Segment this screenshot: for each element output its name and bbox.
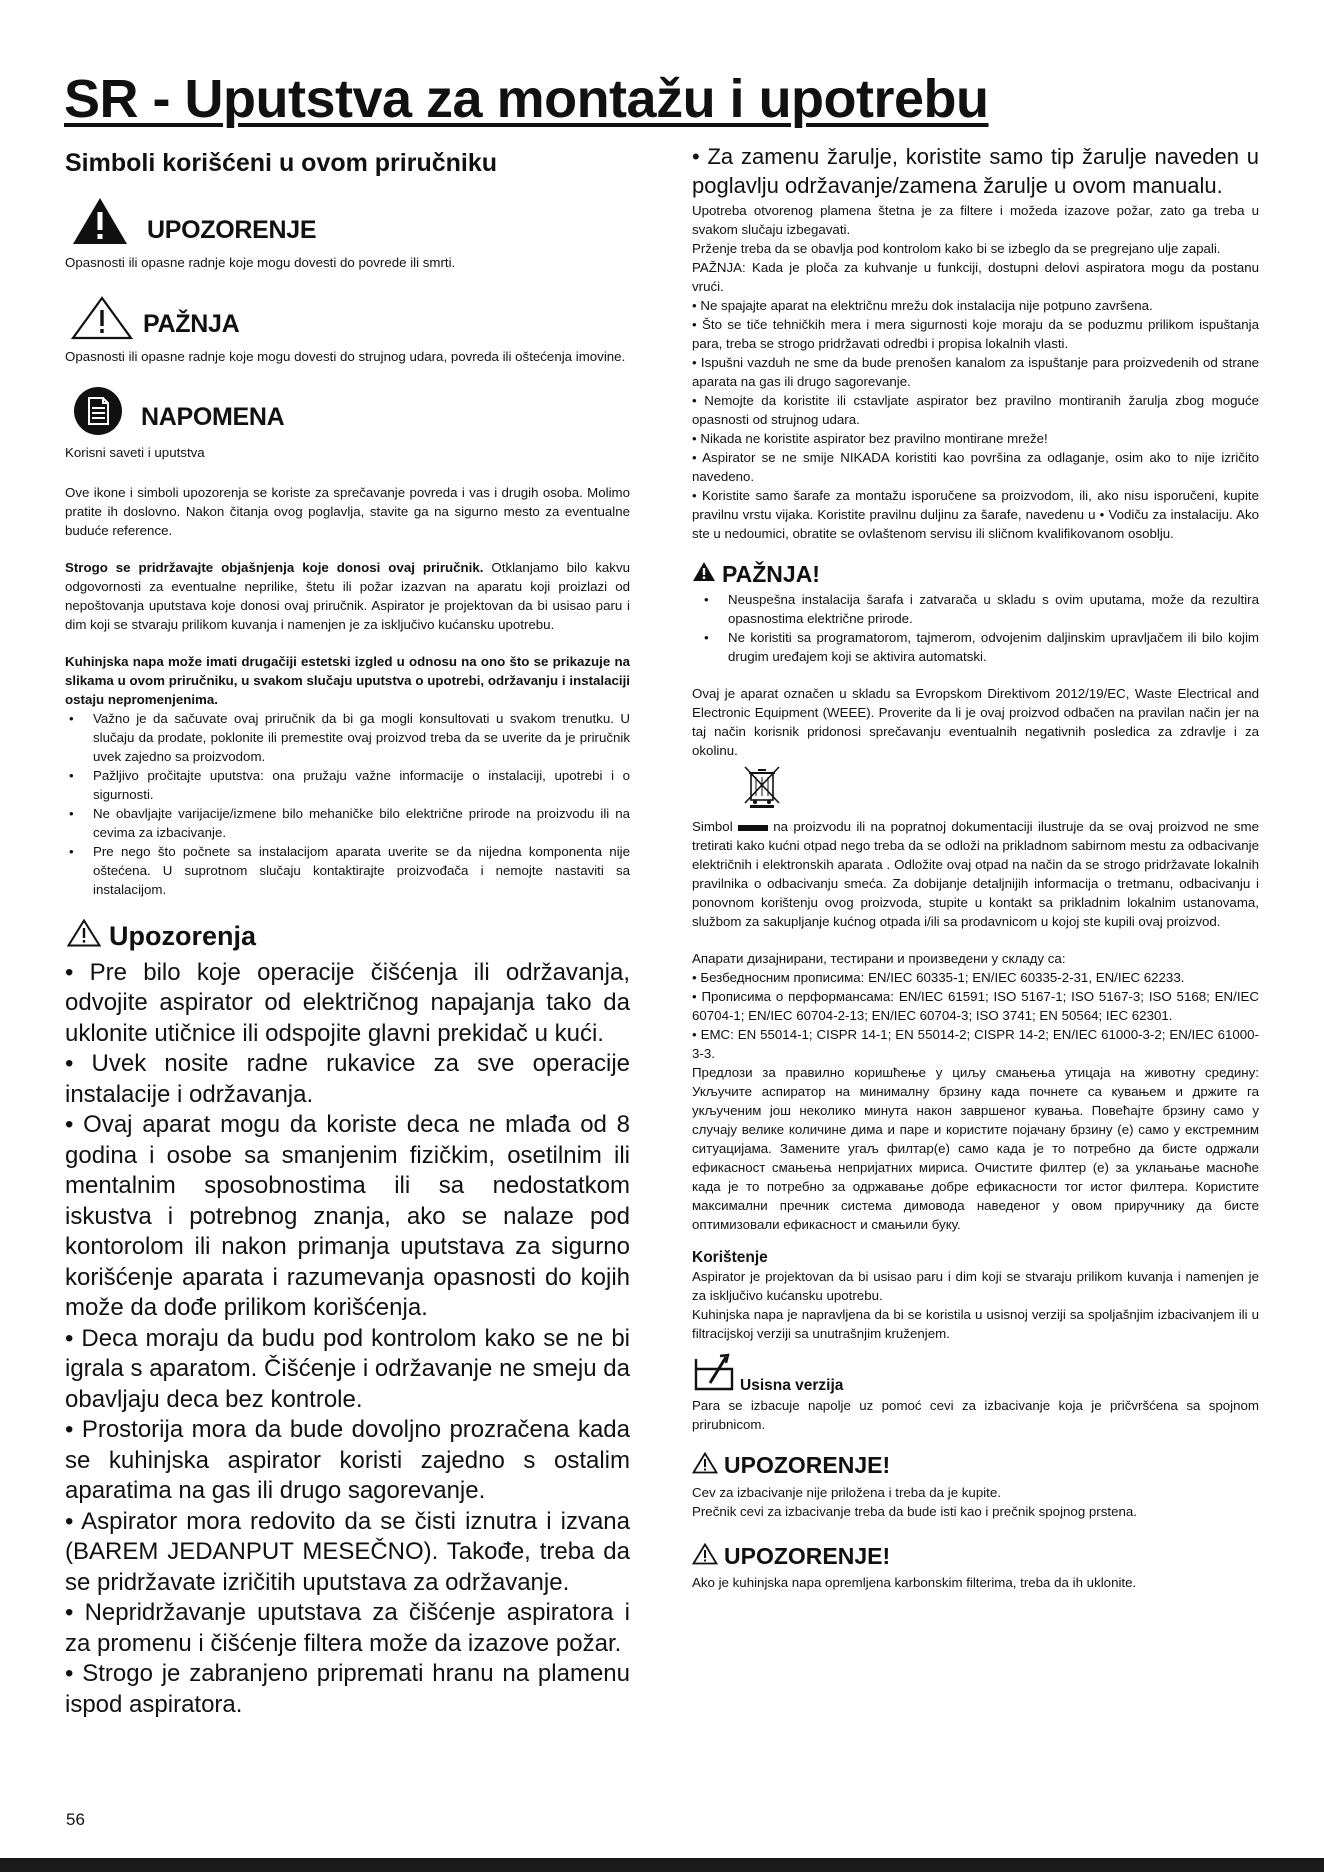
duct-note: Prečnik cevi za izbacivanje treba da bude isti kao i prečnik spojnog prstena. <box>692 1503 1137 1519</box>
safety-paragraph: • Nikada ne koristite aspirator bez pravilno montirane mreže! <box>692 431 1048 446</box>
warning-symbol-row <box>71 196 630 251</box>
compliance-paragraph: • Безбедносним прописима: EN/IEC 60335-1; EN/IEC 60335-2-31, EN/IEC 62233. <box>692 970 1185 986</box>
safety-paragraph: • Koristite samo šarafe za montažu isporučene sa proizvodom, ili, ako nisu isporučeni, kupite pravilnu vrstu vijaka. Koristite pravilnu duljinu za šarafe, navedenu u • Vodiču za instalaciju. Ako ste u nedoumici, obratite se ovlaštenom servisu ili sličnom kvalifikovanom osoblju. <box>692 488 1259 541</box>
strict-rest-text: Otklanjamo bilo kakvu odgovornosti za eventualne neprilike, štetu ili požar izazvan na aparatu koji proizlazi od nepoštovanja uputstava koje donosi ovaj priručnik. Aspirator je projektovan da bi usisao paru i dim koji se stvaraju prilikom kuvanja i namenjen je za isključivo kućansku upotrebu. <box>65 560 630 632</box>
caution-title: PAŽNJA! <box>722 560 820 587</box>
safety-paragraphs <box>692 201 1259 543</box>
warning-title: UPOZORENJE! <box>724 1452 891 1479</box>
warning-item: • Pre bilo koje operacije čišćenja ili održavanja, odvojite aspirator od električnog napajanja tako da uklonite utičnice ili odspojite glavni prekidač u kući. <box>65 958 630 1047</box>
crossed-bin-icon <box>742 764 1259 813</box>
caution-triangle-icon <box>67 919 101 954</box>
warning-item: • Deca moraju da budu pod kontrolom kako se ne bi igrala s aparatom. Čišćenje i održavanje ne smeju da obavljaju deca bez kontrole. <box>65 1324 630 1413</box>
warning-heading <box>692 1452 1259 1479</box>
safety-paragraph: • Ne spajajte aparat na električnu mrežu dok instalacija nije potpuno završena. <box>692 298 1153 313</box>
left-bullet-list <box>65 709 630 899</box>
warning-item: • Ovaj aparat mogu da koriste deca ne mlađa od 8 godina i osobe sa smanjenim fizičkim, osetilnim ili mentalnim sposobnostima ili sa nedostatkom iskustva i potrebnog znanja, ako se nalaze pod kontorolom ili nakon primanja uputstava za sigurno korišćenje aparata i razumevanja opasnosti do kojih može da dođe prilikom korišćenja. <box>65 1111 630 1322</box>
strict-paragraph <box>65 558 630 634</box>
warning-triangle-filled-icon <box>692 561 716 587</box>
caution-triangle-icon <box>692 1543 718 1570</box>
compliance-paragraph: • EMC: EN 55014-1; CISPR 14-1; EN 55014-2; CISPR 14-2; EN/IEC 61000-3-2; EN/IEC 61000-3-3. <box>692 1027 1259 1062</box>
note-document-icon <box>73 386 123 441</box>
list-item: • Ne obavljajte varijacije/izmene bilo mehaničke bilo električne prirode na proizvodu ili na cevima za izbacivanje. <box>93 804 630 842</box>
symbols-heading: Simboli korišćeni u ovom priručniku <box>65 149 498 177</box>
hood-ducting-icon <box>692 1353 736 1396</box>
suction-version-desc: Para se izbacuje napolje uz pomoć cevi za izbacivanje koja je pričvršćena sa spojnom prirubnicom. <box>692 1398 1259 1433</box>
caution-symbol-row <box>71 296 630 345</box>
caution-heading <box>692 561 1259 587</box>
lamp-replacement-text: • Za zamenu žarulje, koristite samo tip žarulje naveden u poglavlju održavanje/zamena žarulje u ovom manualu. <box>692 144 1259 198</box>
safety-paragraph: Prženje treba da se obavlja pod kontrolom kako bi se izbeglo da se pregrejano ulje zapali. <box>692 241 1221 256</box>
symbol-start-text: Simbol <box>692 819 738 835</box>
caution-desc: Opasnosti ili opasne radnje koje mogu dovesti do strujnog udara, povreda ili oštećenja imovine. <box>65 349 626 364</box>
intro-paragraph: Ove ikone i simboli upozorenja se koriste za sprečavanje povreda i vas i drugih osoba. Molimo pratite ih doslovno. Nakon čitanja ovog poglavlja, stavite ga na sigurno mesto za eventualne buduće reference. <box>65 485 630 538</box>
usage-paragraph: Aspirator je projektovan da bi usisao paru i dim koji se stvaraju prilikom kuvanja i namenjen je za isključivo kućansku upotrebu. <box>692 1269 1259 1304</box>
warning-desc: Opasnosti ili opasne radnje koje mogu dovesti do povrede ili smrti. <box>65 255 456 270</box>
compliance-paragraphs <box>692 949 1259 1234</box>
safety-paragraph: • Ispušni vazduh ne sme da bude prenošen kanalom za ispuštanje para proizvedenih od strane aparata na gas ili drugo sagorevanje. <box>692 355 1259 389</box>
warning-item: • Aspirator mora redovito da se čisti iznutra i izvana (BAREM JEDANPUT MESEČNO). Takođe, treba da se pridržavate izričitih uputstava za održavanje. <box>65 1507 630 1596</box>
compliance-paragraph: Апарати дизајнирани, тестирани и произведени у складу са: <box>692 951 1066 967</box>
strict-bold-text: Strogo se pridržavajte objašnjenja koje donosi ovaj priručnik. <box>65 560 484 575</box>
warning-item: • Uvek nosite radne rukavice za sve operacije instalacije i održavanja. <box>65 1050 630 1108</box>
hood-paragraph: Kuhinjska napa može imati drugačiji estetski izgled u odnosu na ono što se prikazuje na slikama u ovom priručniku, u svakom slučaju uputstva o upotrebi, održavanju i instalaciji ostaju nepromenjenima. <box>65 654 630 707</box>
caution-bullet-list <box>692 590 1259 666</box>
safety-paragraph: PAŽNJA: Kada je ploča za kuhvanje u funkciji, dostupni delovi aspiratora mogu da postanu vrući. <box>692 260 1259 294</box>
list-item: • Neuspešna instalacija šarafa i zatvarača u skladu s ovim uputama, može da rezultira opasnostima električne prirode. <box>728 590 1259 628</box>
left-column <box>65 142 630 1720</box>
page-title: SR - Uputstva za montažu i upotrebu <box>64 69 989 129</box>
safety-paragraph: Upotreba otvorenog plamena štetna je za filtere i možeda izazove požar, zato ga treba u svakom slučaju izbegavati. <box>692 203 1259 237</box>
warning-title: UPOZORENJE! <box>724 1542 891 1569</box>
note-symbol-row <box>73 386 630 441</box>
warnings-list <box>65 958 630 1721</box>
compliance-paragraph: Предлози за правилно коришћење у циљу смањења утицаја на животну средину: Укључите аспиратор на минималну брзину када почнете са кувањем и држите га укљученим још неколико минута након завршеног кувања. Повећајте брзину само у случају велике количине дима и паре и користите појачану брзину (е) само у екстремним ситуацијама. Замените угаљ филтар(е) само када је то потребно да бисте одржали ефикасност смањења непријатних мириса. Очистите филтер (е) за уклањање масноће када је то потребно за одржавање добре ефикасности тог истог филтера. Користите максимални пречник система димовода наведеног у овом приручнику да бисте оптимизовали ефикасност и смањили буку. <box>692 1065 1259 1233</box>
symbol-paragraph <box>692 817 1259 931</box>
suction-version-row <box>692 1353 1259 1396</box>
carbon-filter-note: Ako je kuhinjska napa opremljena karbonskim filterima, treba da ih uklonite. <box>692 1574 1137 1590</box>
safety-paragraph: • Nemojte da koristite ili cstavljate aspirator bez pravilno montiranih žarulja zbog moguće opasnosti od strujnog udara. <box>692 393 1259 427</box>
usage-paragraph: Kuhinjska napa je napravljena da bi se koristila u usisnoj verziji sa spoljašnjim izbacivanjem ili u filtracijskoj verziji sa unutrašnjim kruženjem. <box>692 1307 1259 1342</box>
duct-note: Cev za izbacivanje nije priložena i treba da je kupite. <box>692 1484 1001 1500</box>
caution-triangle-icon <box>71 296 133 345</box>
warning-item: • Nepridržavanje uputstava za čišćenje aspiratora i za promenu i čišćenje filtera može da izazove požar. <box>65 1599 630 1657</box>
list-item: • Ne koristiti sa programatorom, tajmerom, odvojenim daljinskim upravljačem ili bilo kojim drugim uređajem koji se aktivira automatski. <box>728 628 1259 666</box>
right-column <box>692 142 1259 1592</box>
usage-heading: Korištenje <box>692 1249 768 1267</box>
compliance-paragraph: • Прописима о перформансама: EN/IEC 61591; ISO 5167-1; ISO 5167-3; ISO 5168; EN/IEC 60704-1; EN/IEC 60704-2-13; EN/IEC 60704-3; ISO 3741; EN 50564; IEC 62301. <box>692 989 1259 1024</box>
suction-version-title: Usisna verzija <box>740 1376 844 1394</box>
list-item: • Pažljivo pročitajte uputstva: ona pružaju važne informacije o instalaciji, upotrebi i o sigurnosti. <box>93 766 630 804</box>
list-item: • Pre nego što počnete sa instalacijom aparata uverite se da nijedna komponenta nije oštećena. U suprotnom slučaju kontaktirajte proizvođača i nemojte nastaviti sa instalacijom. <box>93 842 630 899</box>
note-label: NAPOMENA <box>141 403 285 431</box>
warning-item: • Strogo je zabranjeno pripremati hranu na plamenu ispod aspiratora. <box>65 1660 630 1718</box>
list-item: • Važno je da sačuvate ovaj priručnik da bi ga mogli konsultovati u svakom trenutku. U slučaju da prodate, poklonite ili premestite ovaj proizvod treba da se uverite da je priručnik uvek zajedno sa proizvodom. <box>93 709 630 766</box>
bottom-bar <box>0 1858 1324 1872</box>
warnings-heading <box>67 919 630 954</box>
page-number: 56 <box>66 1810 85 1829</box>
warning-triangle-filled-icon <box>71 196 129 251</box>
weee-paragraph: Ovaj je aparat označen u skladu sa Evropskom Direktivom 2012/19/EC, Waste Electrical and Electronic Equipment (WEEE). Proverite da li je ovaj proizvod odbačen na pravilan način jer na taj način korisnik pridonosi sprečavanju eventualnih negativnih posledica za zdravlje i za okolinu. <box>692 686 1259 759</box>
warning-item: • Prostorija mora da bude dovoljno prozračena kada se kuhinjska aspirator koristi zajedno s ostalim aparatima na gas ili drugo sagorevanje. <box>65 1416 630 1505</box>
warnings-title: Upozorenja <box>109 920 257 951</box>
warning-label: UPOZORENJE <box>147 216 317 244</box>
black-bar-symbol <box>738 825 768 831</box>
caution-triangle-icon <box>692 1452 718 1479</box>
safety-paragraph: • Aspirator se ne smije NIKADA koristiti kao površina za odlaganje, osim ako to nije izričito navedeno. <box>692 450 1259 484</box>
symbol-rest-text: na proizvodu ili na popratnoj dokumentaciji ilustruje da se ovaj proizvod ne sme tretirati kako kućni otpad nego treba da se odloži na prikladnom sabirnom mestu za odbacivanje električnih i elektronskih aparata . Odložite ovaj otpad na način da se strogo pridržavate lokalnih pravilnika o odbacivanju smeća. Za dobijanje detaljnijih informacija o tretmanu, odbacivanju i ponovnom korištenju ovog proizvoda, stupite u kontakt sa prikladnim lokalnim ustanovama, službom za sakupljanje kućnog otpada i/ili sa prodavnicom u kojoj ste kupili ovaj proizvod. <box>692 819 1259 930</box>
warning-heading <box>692 1543 1259 1570</box>
safety-paragraph: • Što se tiče tehničkih mera i mera sigurnosti koje moraju da se poduzmu prilikom ispuštanja para, treba se strogo pridržavati odredbi i propisa lokalnih vlasti. <box>692 317 1259 351</box>
caution-label: PAŽNJA <box>143 310 240 338</box>
note-desc: Korisni saveti i uputstva <box>65 445 205 460</box>
